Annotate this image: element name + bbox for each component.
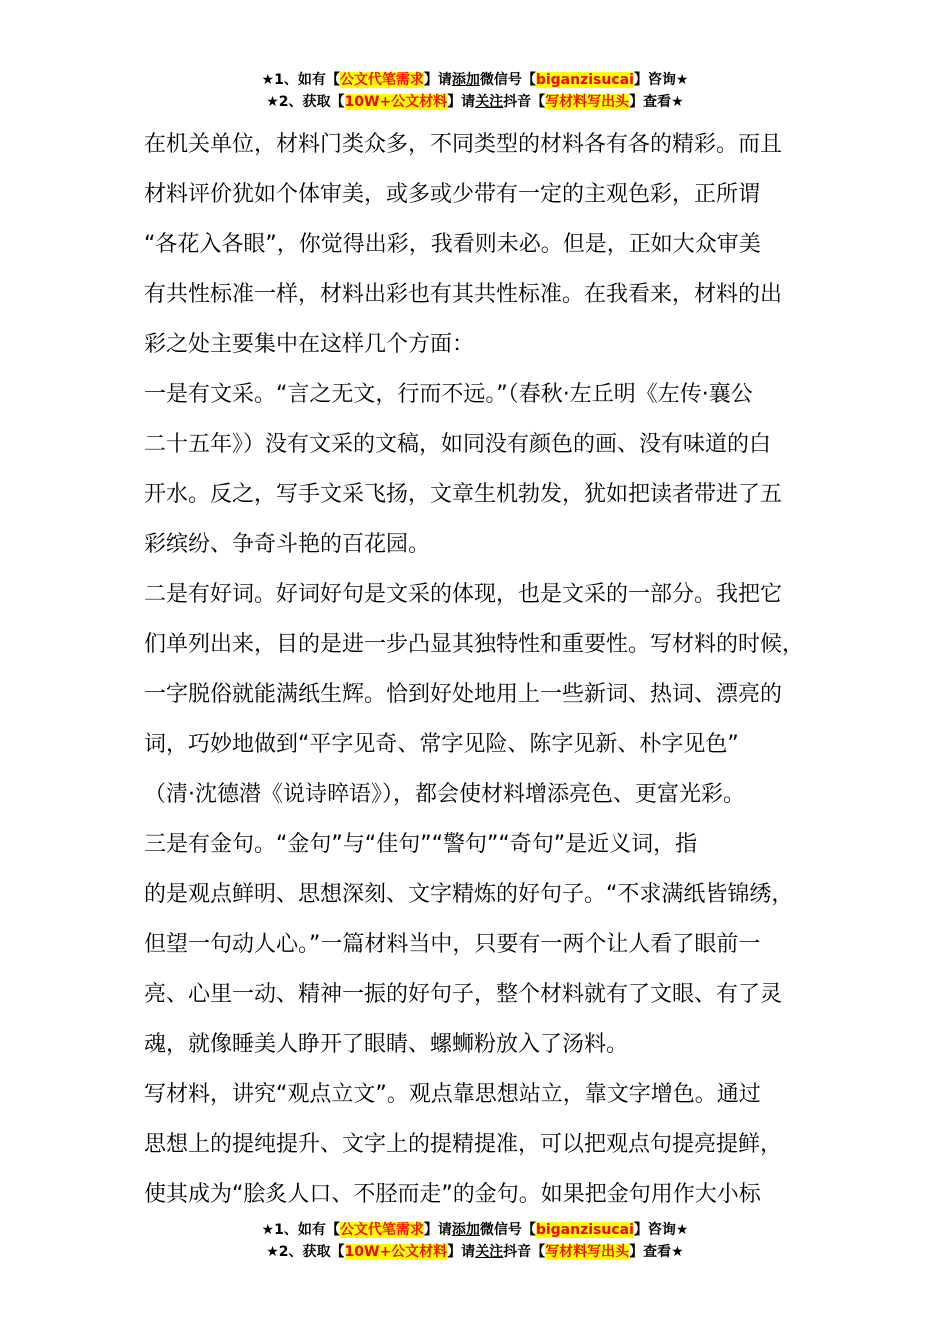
footer-line-2-highlight-materials: 10W+公文材料 <box>344 1244 448 1260</box>
footer-line-2-prefix: ★2、获取【 <box>266 1244 345 1260</box>
footer-line-1-underline: 添加 <box>451 1222 480 1238</box>
footer-banner <box>0 1219 950 1263</box>
header-line-2-highlight-materials: 10W+公文材料 <box>344 94 448 110</box>
body-line: 有共性标准一样，材料出彩也有其共性标准。在我看来，材料的出 <box>144 282 783 307</box>
body-line: 但望一句动人心。”一篇材料当中，只要有一两个让人看了眼前一 <box>144 932 761 957</box>
header-line-2-middle2: 抖音【 <box>503 94 546 110</box>
footer-line-1-middle1: 】请 <box>423 1222 452 1238</box>
footer-line-1-highlight-wechat: biganzisucai <box>535 1222 634 1238</box>
header-line-2-suffix: 】查看★ <box>629 94 684 110</box>
footer-line-1 <box>0 1219 950 1241</box>
footer-line-1-highlight-service: 公文代笔需求 <box>339 1222 424 1238</box>
body-line: 材料评价犹如个体审美，或多或少带有一定的主观色彩，正所谓 <box>144 182 761 207</box>
footer-line-1-prefix: ★1、如有【 <box>261 1222 340 1238</box>
body-line: 使其成为“脍炙人口、不胫而走”的金句。如果把金句用作大小标 <box>144 1182 761 1207</box>
body-line: 二是有好词。好词好句是文采的体现，也是文采的一部分。我把它 <box>144 582 783 607</box>
header-line-1 <box>0 69 950 91</box>
footer-line-2 <box>0 1241 950 1263</box>
body-line: 写材料，讲究“观点立文”。观点靠思想站立，靠文字增色。通过 <box>144 1082 761 1107</box>
header-line-2-middle1: 】请 <box>447 94 476 110</box>
header-line-1-highlight-wechat: biganzisucai <box>535 72 634 88</box>
document-body <box>144 120 834 1220</box>
header-line-1-middle2: 微信号【 <box>479 72 536 88</box>
header-line-2-prefix: ★2、获取【 <box>266 94 345 110</box>
footer-line-2-middle1: 】请 <box>447 1244 476 1260</box>
body-line: 思想上的提纯提升、文字上的提精提准，可以把观点句提亮提鲜， <box>144 1132 783 1157</box>
body-line: 一是有文采。“言之无文，行而不远。”（春秋·左丘明《左传·襄公 <box>144 382 753 407</box>
header-line-1-middle1: 】请 <box>423 72 452 88</box>
footer-line-2-highlight-douyin: 写材料写出头 <box>545 1244 630 1260</box>
footer-line-2-underline: 关注 <box>475 1244 504 1260</box>
footer-line-2-suffix: 】查看★ <box>629 1244 684 1260</box>
header-banner <box>0 69 950 113</box>
body-line: 在机关单位，材料门类众多，不同类型的材料各有各的精彩。而且 <box>144 132 783 157</box>
body-line: 开水。反之，写手文采飞扬，文章生机勃发，犹如把读者带进了五 <box>144 482 783 507</box>
footer-line-1-suffix: 】咨询★ <box>633 1222 689 1238</box>
body-line: 的是观点鲜明、思想深刻、文字精炼的好句子。“不求满纸皆锦绣， <box>144 882 794 907</box>
body-line: 二十五年》）没有文采的文稿，如同没有颜色的画、没有味道的白 <box>144 432 772 457</box>
header-line-1-underline: 添加 <box>451 72 480 88</box>
header-line-2-underline: 关注 <box>475 94 504 110</box>
footer-line-1-middle2: 微信号【 <box>479 1222 536 1238</box>
body-line: 三是有金句。“金句”与“佳句”“警句”“奇句”是近义词，指 <box>144 832 698 857</box>
body-line: “各花入各眼”，你觉得出彩，我看则未必。但是，正如大众审美 <box>144 232 761 257</box>
body-line: （清·沈德潜《说诗晬语》），都会使材料增添亮色、更富光彩。 <box>144 782 745 807</box>
header-line-1-highlight-service: 公文代笔需求 <box>339 72 424 88</box>
body-line: 魂，就像睡美人睁开了眼睛、螺蛳粉放入了汤料。 <box>144 1032 629 1057</box>
header-line-2 <box>0 91 950 113</box>
body-line: 一字脱俗就能满纸生辉。恰到好处地用上一些新词、热词、漂亮的 <box>144 682 783 707</box>
body-line: 亮、心里一动、精神一振的好句子，整个材料就有了文眼、有了灵 <box>144 982 783 1007</box>
body-line: 们单列出来，目的是进一步凸显其独特性和重要性。写材料的时候， <box>144 632 805 657</box>
footer-line-2-middle2: 抖音【 <box>503 1244 546 1260</box>
body-line: 彩之处主要集中在这样几个方面： <box>144 332 475 357</box>
header-line-2-highlight-douyin: 写材料写出头 <box>545 94 630 110</box>
header-line-1-suffix: 】咨询★ <box>633 72 689 88</box>
body-line: 彩缤纷、争奇斗艳的百花园。 <box>144 532 431 557</box>
header-line-1-prefix: ★1、如有【 <box>261 72 340 88</box>
body-line: 词，巧妙地做到“平字见奇、常字见险、陈字见新、朴字见色” <box>144 732 739 757</box>
